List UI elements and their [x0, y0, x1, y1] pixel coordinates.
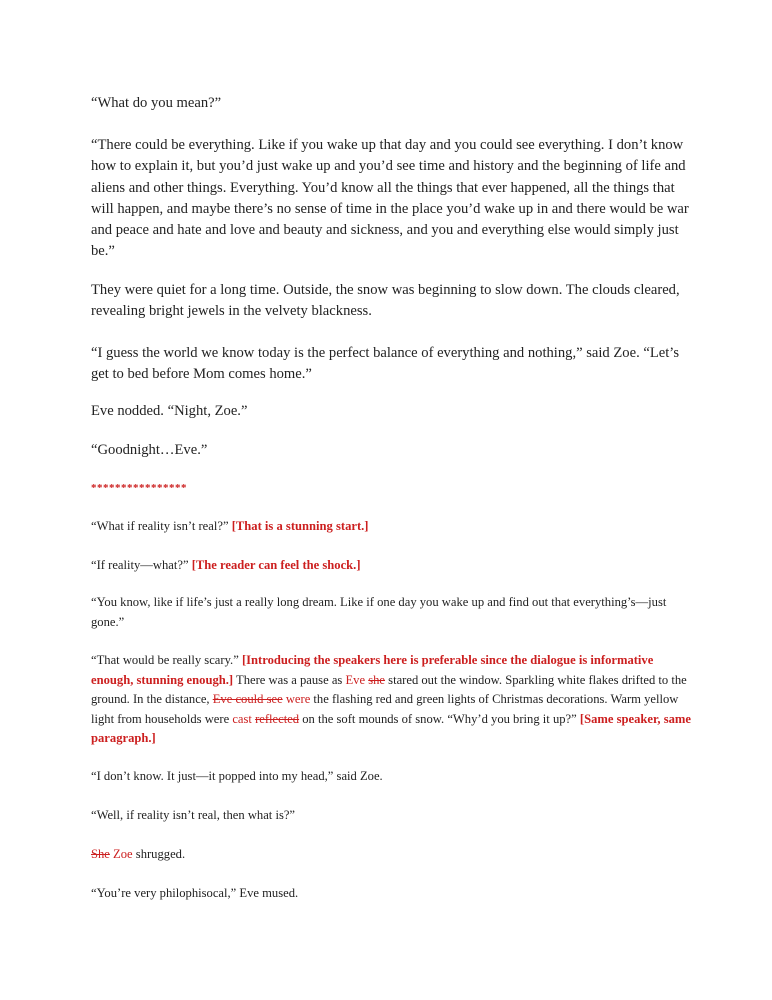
deleted-text: reflected: [255, 711, 300, 726]
paragraph-what-do-you-mean: “What do you mean?”: [91, 95, 222, 111]
inserted-text: were: [285, 692, 311, 706]
dialogue-text: “That would be really scary.”: [91, 653, 242, 667]
narration-text: stared out the window. Sparkling white flakes drifted to the ground. In the distance,: [91, 672, 687, 706]
edited-paragraph-7: [91, 845, 691, 865]
dialogue-text: “What if reality isn’t real?”: [91, 519, 232, 533]
section-separator: ****************: [91, 482, 187, 494]
editor-comment: [That is a stunning start.]: [231, 519, 369, 533]
paragraph-goodnight: “Goodnight…Eve.”: [91, 442, 208, 458]
narration-text: shrugged.: [132, 847, 186, 861]
inserted-text: Eve: [345, 672, 366, 687]
editor-comment: [Introducing the speakers here is preferable since the dialogue is informative enough, stunning enough.]: [91, 653, 654, 687]
edited-paragraph-2: [91, 556, 691, 576]
deleted-text: She: [91, 847, 110, 861]
edited-paragraph-4: [91, 651, 691, 749]
editor-comment: [Same speaker, same paragraph.]: [91, 711, 691, 745]
edited-paragraph-3: “You know, like if life’s just a really long dream. Like if one day you wake up and find out that everything’s—just gone.”: [91, 595, 667, 629]
narration-text: There was a pause as: [233, 672, 346, 687]
editor-comment: [The reader can feel the shock.]: [191, 558, 361, 572]
edited-paragraph-6: “Well, if reality isn’t real, then what is?”: [91, 808, 296, 822]
inserted-text: Zoe: [113, 847, 133, 861]
narration-text: on the soft mounds of snow. “Why’d you bring it up?”: [299, 711, 580, 726]
edited-paragraph-1: [91, 517, 691, 537]
paragraph-everything-monologue: “There could be everything. Like if you wake up that day and you could see everything. I don’t know how to explain it, but you’d just wake up and you’d see time and history and the beginning of life and aliens and other things. Everything. You’d know all the things that ever happened, all the things that will happen, and maybe there’s no sense of time in the place you’d wake up in and there would be war and peace and hate and love and beauty and sickness, and you and everything else would simply just be.”: [91, 137, 689, 260]
narration-text: the flashing red and green lights of Christmas decorations. Warm yellow light from households were: [91, 692, 679, 726]
deleted-text: Eve could see: [212, 692, 283, 706]
deleted-text: she: [368, 672, 386, 687]
paragraph-balance: “I guess the world we know today is the perfect balance of everything and nothing,” said Zoe. “Let’s get to bed before Mom comes home.”: [91, 345, 680, 383]
edited-paragraph-5: “I don’t know. It just—it popped into my head,” said Zoe.: [91, 769, 383, 783]
inserted-text: cast: [232, 711, 252, 726]
paragraph-quiet-snow: They were quiet for a long time. Outside, the snow was beginning to slow down. The clouds cleared, revealing bright jewels in the velvety blackness.: [91, 282, 680, 320]
dialogue-text: “If reality—what?”: [91, 558, 192, 572]
edited-paragraph-8: “You’re very philophisocal,” Eve mused.: [91, 886, 299, 900]
paragraph-eve-nodded: Eve nodded. “Night, Zoe.”: [91, 403, 248, 419]
